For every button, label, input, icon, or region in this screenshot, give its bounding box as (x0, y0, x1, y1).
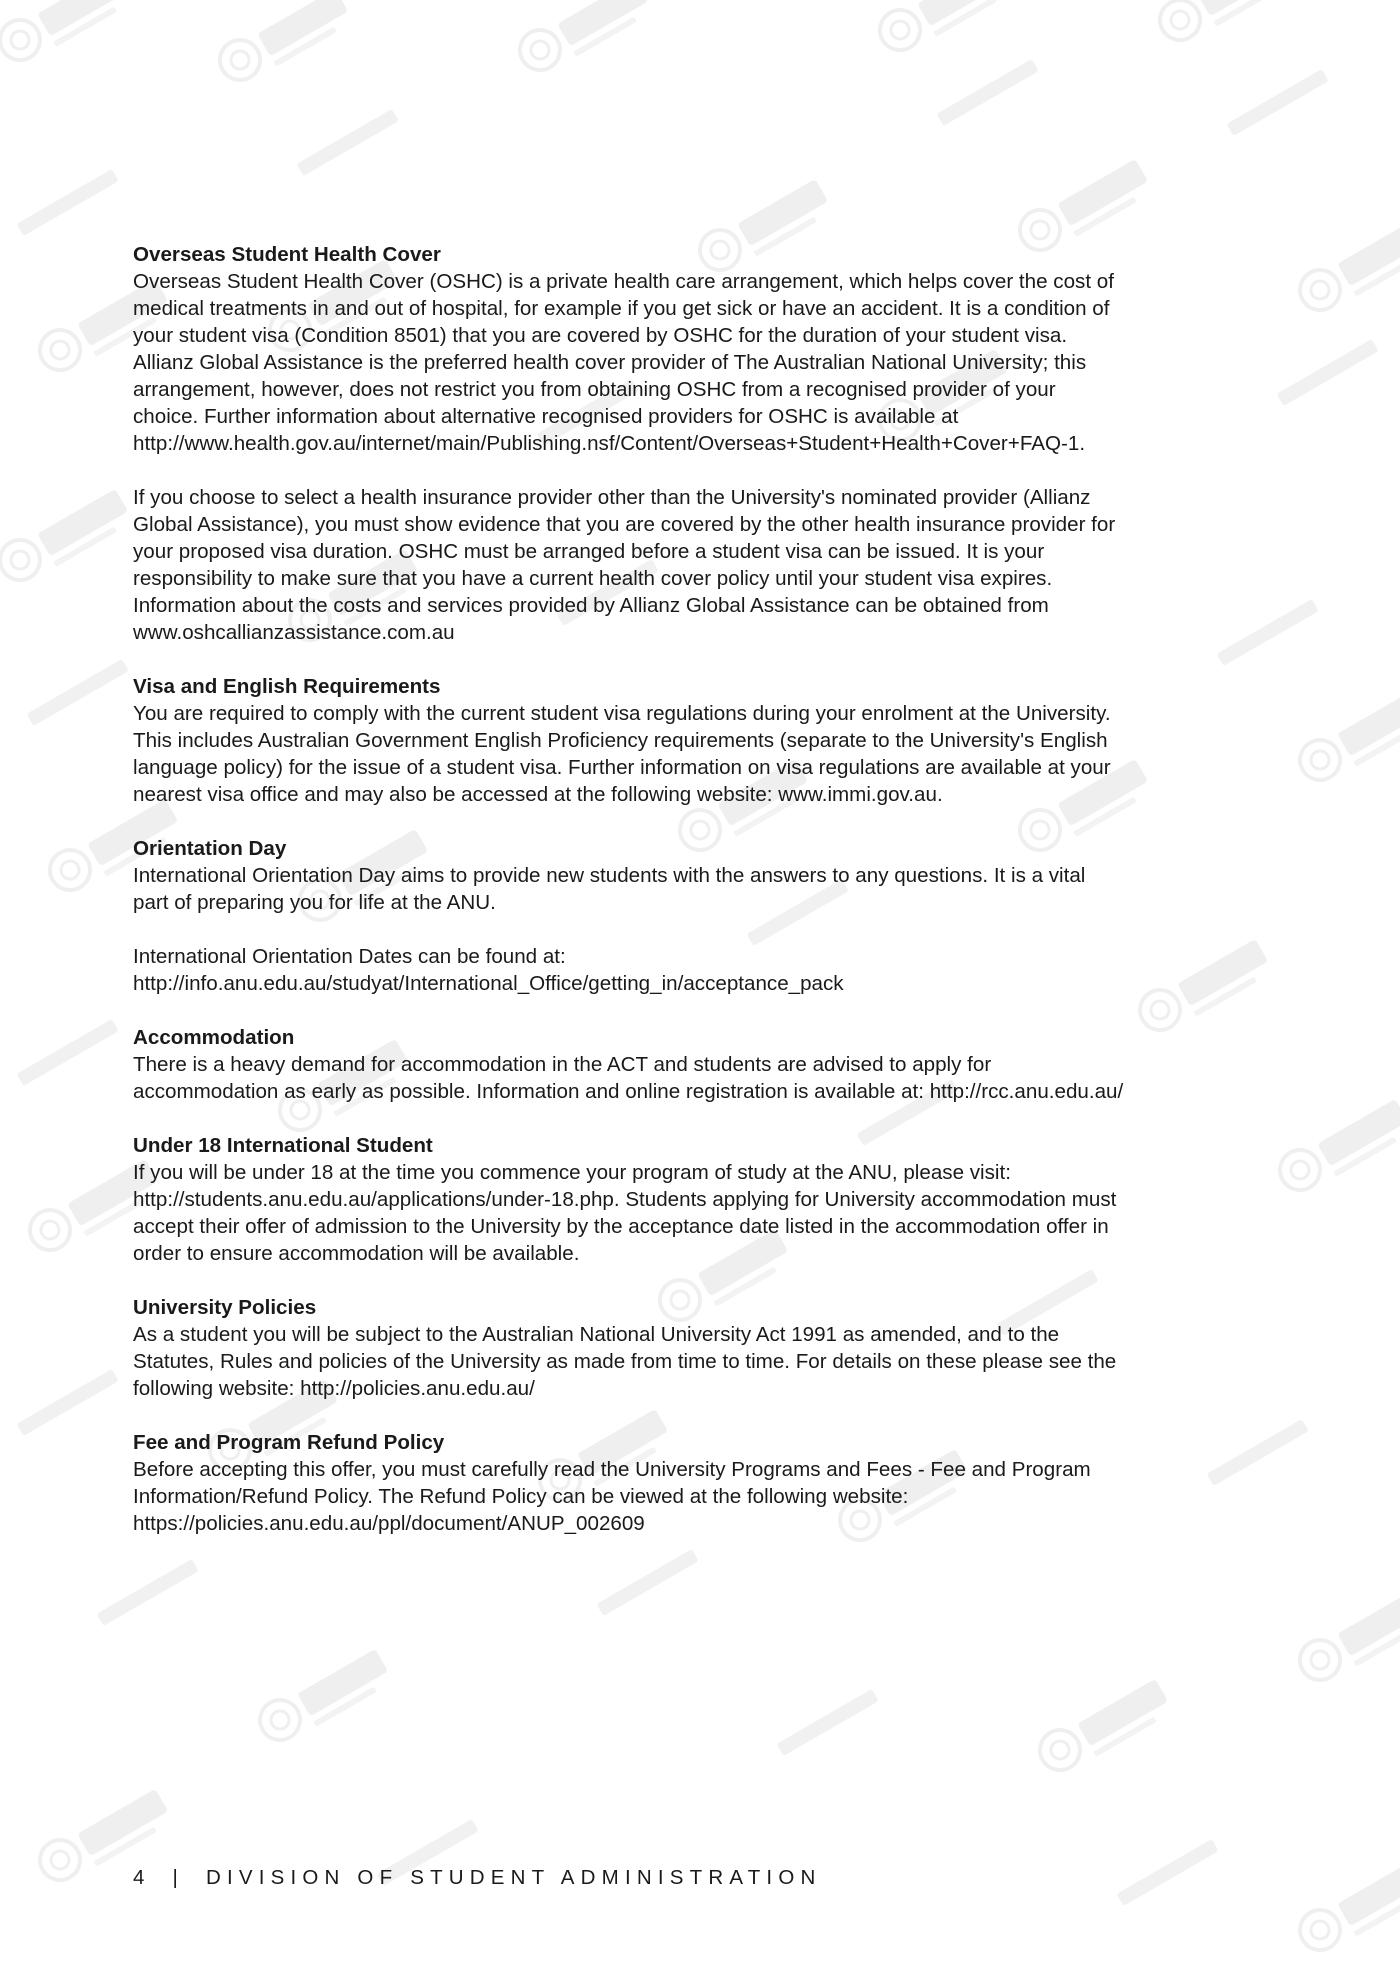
text-line: your proposed visa duration. OSHC must be arranged before a student visa can be issued. It is your (133, 540, 1045, 563)
text-line: Overseas Student Health Cover (OSHC) is a private health care arrangement, which helps cover the cost of (133, 270, 1114, 293)
text-line: Allianz Global Assistance is the preferred health cover provider of The Australian National University; this (133, 351, 1087, 374)
section-accommodation (133, 1024, 1273, 1105)
text-line: responsibility to make sure that you have a current health cover policy until your student visa expires. (133, 567, 1053, 590)
paragraph (133, 1456, 1273, 1537)
section-heading: Orientation Day (133, 837, 287, 860)
oshc-website-text: www.oshcallianzassistance.com.au (133, 621, 455, 644)
page-number: 4 (133, 1866, 151, 1889)
text-line: International Orientation Day aims to provide new students with the answers to any questions. It is a vital (133, 864, 1086, 887)
paragraph (133, 1321, 1273, 1402)
paragraph (133, 1159, 1273, 1267)
text-line: If you choose to select a health insurance provider other than the University's nominated provider (Allianz (133, 486, 1091, 509)
text-line: part of preparing you for life at the ANU. (133, 891, 496, 914)
text-line: your student visa (Condition 8501) that you are covered by OSHC for the duration of your student visa. (133, 324, 1068, 347)
text-line: If you will be under 18 at the time you commence your program of study at the ANU, please visit: (133, 1161, 1011, 1184)
text-line: You are required to comply with the current student visa regulations during your enrolment at the University. (133, 702, 1111, 725)
text-line: International Orientation Dates can be found at: (133, 945, 566, 968)
health-faq-link-text: http://www.health.gov.au/internet/main/Publishing.nsf/Content/Overseas+Student+Health+Cover+FAQ-1. (133, 432, 1086, 455)
section-heading: Overseas Student Health Cover (133, 243, 441, 266)
text-line: following website: http://policies.anu.edu.au/ (133, 1377, 535, 1400)
text-line: Statutes, Rules and policies of the University as made from time to time. For details on these please see the (133, 1350, 1117, 1373)
footer-division-title: DIVISION OF STUDENT ADMINISTRATION (205, 1866, 822, 1889)
paragraph (133, 268, 1273, 457)
text-line: As a student you will be subject to the Australian National University Act 1991 as amended, and to the (133, 1323, 1060, 1346)
section-heading: Accommodation (133, 1026, 295, 1049)
paragraph (133, 484, 1273, 646)
paragraph (133, 700, 1273, 808)
footer-separator: | (172, 1866, 185, 1889)
text-line: order to ensure accommodation will be available. (133, 1242, 580, 1265)
refund-policy-link-text: https://policies.anu.edu.au/ppl/document/ANUP_002609 (133, 1512, 645, 1535)
text-line: Information about the costs and services provided by Allianz Global Assistance can be obtained from (133, 594, 1049, 617)
section-visa-english-requirements (133, 673, 1273, 808)
section-heading: Fee and Program Refund Policy (133, 1431, 445, 1454)
text-line: nearest visa office and may also be accessed at the following website: www.immi.gov.au. (133, 783, 943, 806)
text-line: Information/Refund Policy. The Refund Policy can be viewed at the following website: (133, 1485, 909, 1508)
text-line: http://students.anu.edu.au/applications/under-18.php. Students applying for University accommodation must (133, 1188, 1117, 1211)
paragraph (133, 1051, 1273, 1105)
page-footer (133, 1866, 821, 1890)
orientation-link-text: http://info.anu.edu.au/studyat/International_Office/getting_in/acceptance_pack (133, 972, 844, 995)
text-line: choice. Further information about alternative recognised providers for OSHC is available at (133, 405, 959, 428)
section-overseas-student-health-cover (133, 241, 1273, 646)
section-heading: Visa and English Requirements (133, 675, 441, 698)
section-heading: University Policies (133, 1296, 317, 1319)
text-line: Before accepting this offer, you must carefully read the University Programs and Fees - Fee and Program (133, 1458, 1091, 1481)
section-fee-program-refund-policy (133, 1429, 1273, 1537)
section-orientation-day (133, 835, 1273, 997)
text-line: There is a heavy demand for accommodation in the ACT and students are advised to apply for (133, 1053, 992, 1076)
section-heading: Under 18 International Student (133, 1134, 433, 1157)
text-line: accommodation as early as possible. Information and online registration is available at: http://rcc.anu.edu.au/ (133, 1080, 1124, 1103)
document-body (133, 241, 1273, 1564)
section-under-18-international-student (133, 1132, 1273, 1267)
text-line: medical treatments in and out of hospital, for example if you get sick or have an accident. It is a condition of (133, 297, 1110, 320)
text-line: Global Assistance), you must show evidence that you are covered by the other health insurance provider for (133, 513, 1116, 536)
section-university-policies (133, 1294, 1273, 1402)
text-line: language policy) for the issue of a student visa. Further information on visa regulations are available at your (133, 756, 1111, 779)
text-line: This includes Australian Government English Proficiency requirements (separate to the University's English (133, 729, 1108, 752)
text-line: arrangement, however, does not restrict you from obtaining OSHC from a recognised provider of your (133, 378, 1056, 401)
paragraph (133, 862, 1273, 916)
paragraph (133, 943, 1273, 997)
text-line: accept their offer of admission to the University by the acceptance date listed in the accommodation offer in (133, 1215, 1109, 1238)
